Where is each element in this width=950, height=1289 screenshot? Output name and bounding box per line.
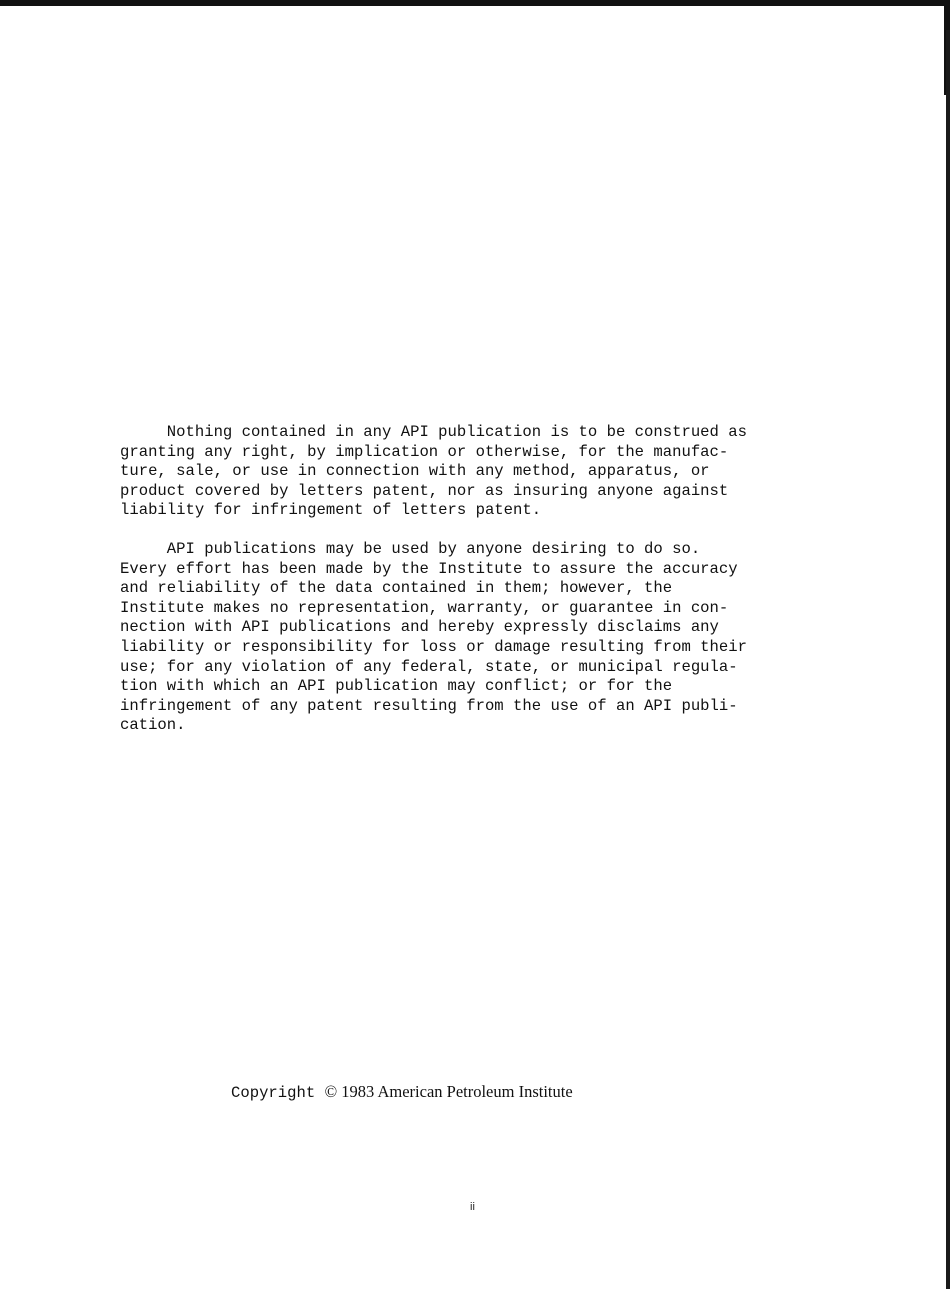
disclaimer-paragraph-1: Nothing contained in any API publication is to be construed as granting any right, by implication or otherwise, for the manufac- ture, sale, or use in connection with any method, apparatus, or product covered by letters patent, nor as insuring anyone against liability for infringement of letters patent. (120, 423, 747, 520)
copyright-line (231, 1082, 573, 1102)
disclaimer-paragraph-2: API publications may be used by anyone desiring to do so. Every effort has been made by the Institute to assure the accuracy and reliability of the data contained in them; however, the Institute makes no representation, warranty, or guarantee in con- nection with API publications and hereby expressly disclaims any liability or responsibility for loss or damage resulting from their use; for any violation of any federal, state, or municipal regula- tion with which an API publication may conflict; or for the infringement of any patent resulting from the use of an API publi- cation. (120, 540, 747, 735)
right-scan-border (946, 30, 950, 1289)
copyright-text: 1983 American Petroleum Institute (337, 1082, 573, 1101)
top-scan-border (0, 0, 950, 6)
copyright-label: Copyright (231, 1084, 325, 1102)
page-number: ii (470, 1201, 475, 1213)
copyright-symbol: © (324, 1082, 338, 1101)
